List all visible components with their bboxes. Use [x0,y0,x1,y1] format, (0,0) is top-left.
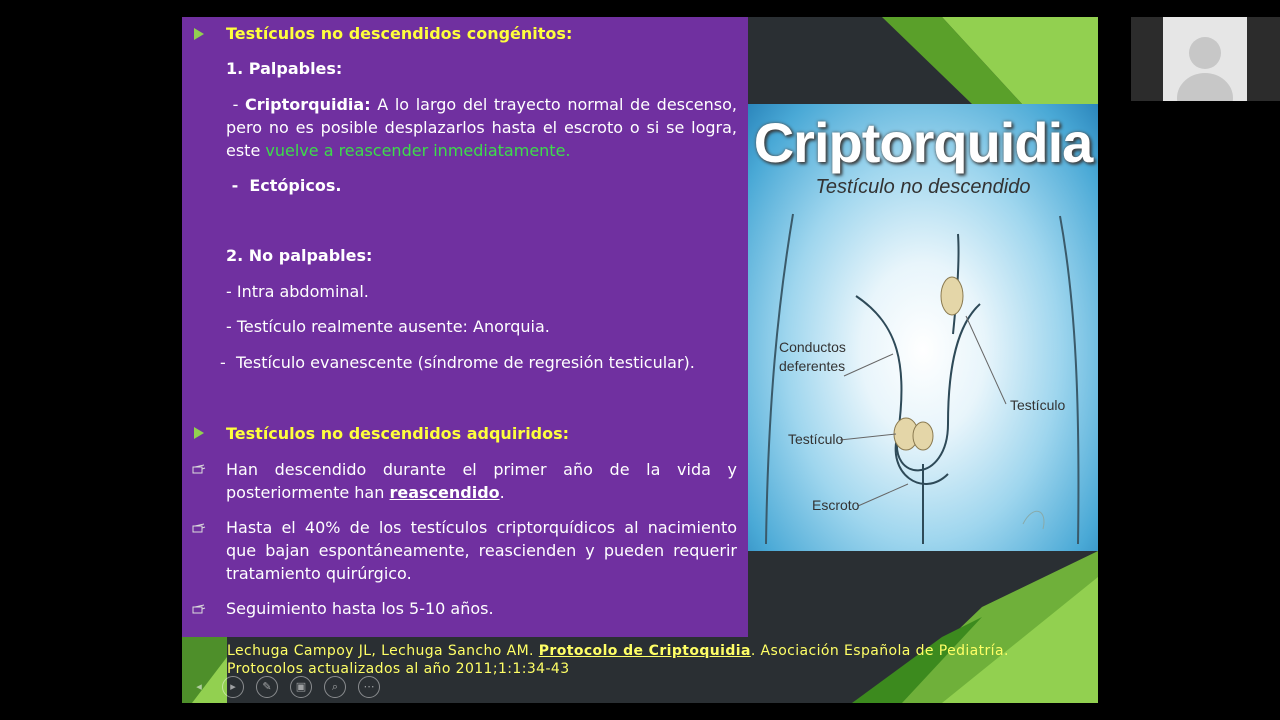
label-escroto: Escroto [812,497,860,513]
evanescente-item: - Testículo evanescente (síndrome de regresión testicular). [220,353,695,372]
bullet-hand-icon [192,523,206,533]
avatar-head [1189,37,1221,69]
evanescente-label: Testículo evanescente (síndrome de regresión testicular). [235,353,695,372]
label-conductos: Conductos deferentes [779,339,846,374]
intra-abdominal-item: - Intra abdominal. [226,282,369,301]
slides-icon[interactable]: ▣ [290,676,312,698]
citation-link[interactable]: Protocolo de Criptoquidia [538,643,751,659]
heading-congenital: Testículos no descendidos congénitos: [226,24,573,43]
more-icon[interactable]: ⋯ [358,676,380,698]
avatar-body [1177,73,1233,101]
ectopicos-item: - Ectópicos. [226,176,342,195]
bullet-arrow-icon [194,28,204,40]
illustration-subtitle: Testículo no descendido [815,176,1031,198]
next-icon[interactable]: ▸ [222,676,244,698]
anorquia-item: - Testículo realmente ausente: Anorquia. [226,317,550,336]
citation-rest: . Asociación Española de Pediatría. Protocolos actualizados al año 2011;1:1:34-43 [227,643,1009,677]
slide [182,17,1098,703]
acquired-bullet-1: Han descendido durante el primer año de la vida y posteriormente han reascendido. [226,460,737,502]
prev-icon[interactable]: ◂ [196,680,202,693]
criptorquidia-label: Criptorquidia: [245,95,371,114]
bullet-hand-icon [192,604,206,614]
acquired-bullet-2: Hasta el 40% de los testículos criptorquídicos al nacimiento que bajan espontáneamente, reascienden y pueden requerir tratamiento quirúrgico. [226,518,737,583]
bullet-arrow-icon [194,427,204,439]
bullet-1-underlined: reascendido [389,483,500,502]
palpables-heading: 1. Palpables: [226,59,343,78]
citation [227,642,1077,678]
label-testiculo-right: Testículo [1010,397,1066,413]
heading-acquired: Testículos no descendidos adquiridos: [226,424,570,443]
criptorquidia-definition: - Criptorquidia: A lo largo del trayecto normal de descenso, pero no es posible desplazarlos hasta el escroto o si se logra, este vuelve a reascender inmediatamente. [226,95,738,160]
criptorquidia-highlight: vuelve a reascender inmediatamente. [265,141,571,160]
ectopicos-label: Ectópicos. [249,176,342,195]
label-testiculo-left: Testículo [788,431,844,447]
zoom-icon[interactable]: ⌕ [324,676,346,698]
webcam-thumbnail [1131,17,1280,101]
citation-authors: Lechuga Campoy JL, Lechuga Sancho AM. [227,643,534,659]
bullet-hand-icon [192,464,206,474]
bullet-1-text: Han descendido durante el primer año de la vida y posteriormente han [226,460,737,502]
pen-icon[interactable]: ✎ [256,676,278,698]
illustration-title: Criptorquidia [753,111,1093,174]
criptorquidia-illustration [748,104,1098,551]
avatar [1163,17,1247,101]
criptorquidia-text: A lo largo del trayecto normal de descenso, pero no es posible desplazarlos hasta el escroto o si se logra, este [226,95,738,160]
acquired-bullet-3: Seguimiento hasta los 5-10 años. [226,599,494,618]
no-palpables-heading: 2. No palpables: [226,246,373,265]
